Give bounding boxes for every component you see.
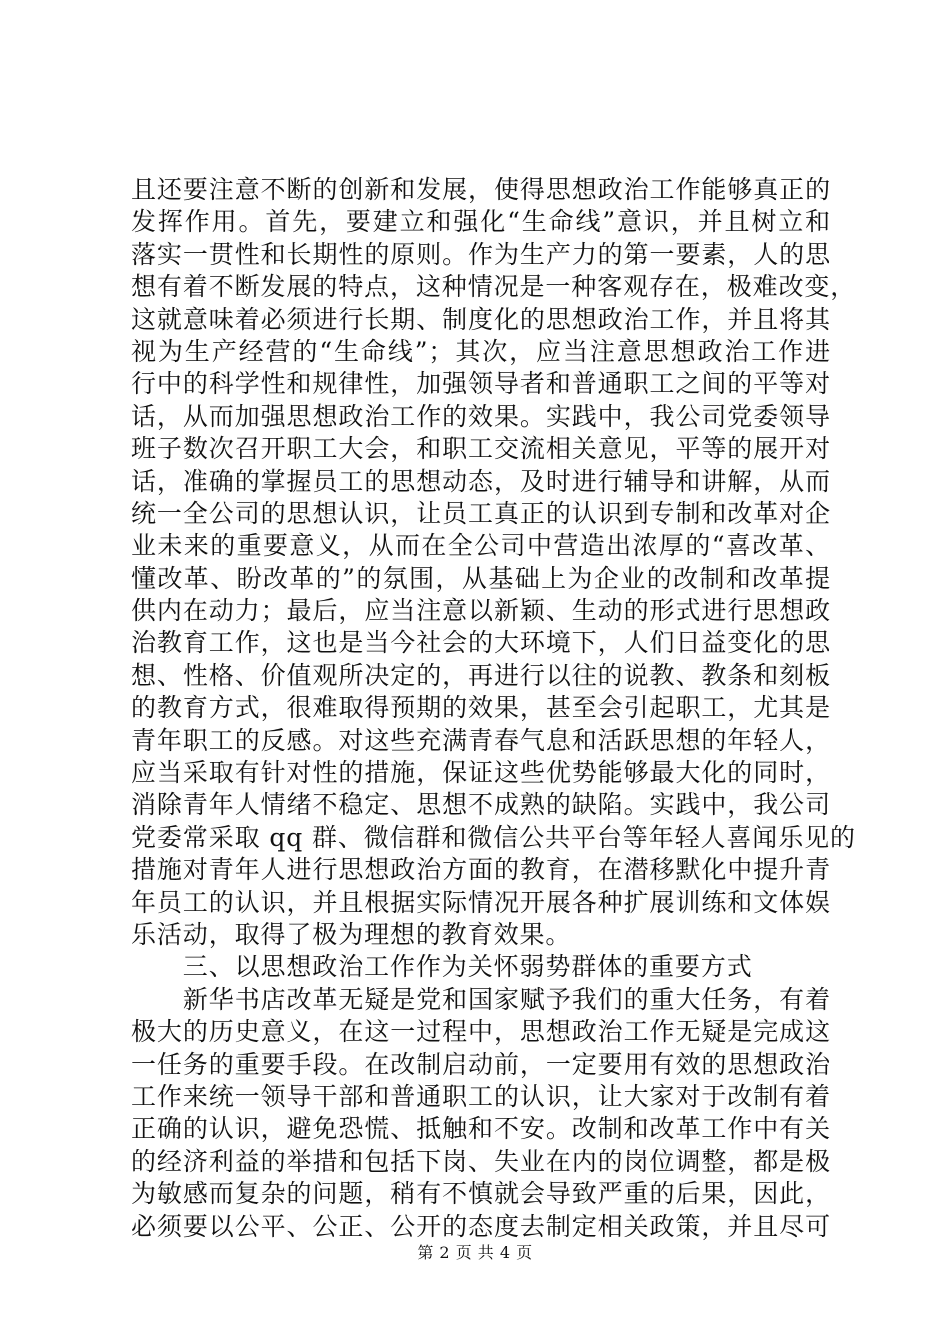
text-line: 懂改革、盼改革的”的氛围，从基础上为企业的改制和改革提 xyxy=(131,563,831,593)
text-line: 为敏感而复杂的问题，稍有不慎就会导致严重的后果，因此， xyxy=(131,1179,831,1209)
text-line: 消除青年人情绪不稳定、思想不成熟的缺陷。实践中，我公司 xyxy=(131,790,831,820)
text-line: 青年职工的反感。对这些充满青春气息和活跃思想的年轻人， xyxy=(131,725,831,755)
text-line: 一任务的重要手段。在改制启动前，一定要用有效的思想政治 xyxy=(131,1049,831,1079)
text-line: 视为生产经营的“生命线”；其次，应当注意思想政治工作进 xyxy=(131,336,831,366)
text-line: 正确的认识，避免恐慌、抵触和不安。改制和改革工作中有关 xyxy=(131,1114,831,1144)
text-line: 三、以思想政治工作作为关怀弱势群体的重要方式 xyxy=(131,952,753,982)
text-line: 工作来统一领导干部和普通职工的认识，让大家对于改制有着 xyxy=(131,1081,831,1111)
text-line: 新华书店改革无疑是党和国家赋予我们的重大任务，有着 xyxy=(131,984,831,1014)
text-line: 想、性格、价值观所决定的，再进行以往的说教、教条和刻板 xyxy=(131,660,831,690)
text-line: 行中的科学性和规律性，加强领导者和普通职工之间的平等对 xyxy=(131,369,831,399)
text-line: 极大的历史意义，在这一过程中，思想政治工作无疑是完成这 xyxy=(131,1017,831,1047)
text-line: 措施对青年人进行思想政治方面的教育，在潜移默化中提升青 xyxy=(131,855,831,885)
text-line: 想有着不断发展的特点，这种情况是一种客观存在，极难改变， xyxy=(131,272,857,302)
text-line: 业未来的重要意义，从而在全公司中营造出浓厚的“喜改革、 xyxy=(131,531,831,561)
text-line: 必须要以公平、公正、公开的态度去制定相关政策，并且尽可 xyxy=(131,1211,831,1241)
text-line: 的经济利益的举措和包括下岗、失业在内的岗位调整，都是极 xyxy=(131,1146,831,1176)
text-line: 统一全公司的思想认识，让员工真正的认识到专制和改革对企 xyxy=(131,498,831,528)
body-text xyxy=(131,174,857,1243)
text-line: 供内在动力；最后，应当注意以新颖、生动的形式进行思想政 xyxy=(131,596,831,626)
text-line: 且还要注意不断的创新和发展，使得思想政治工作能够真正的 xyxy=(131,175,831,204)
text-line: 党委常采取 qq 群、微信群和微信公共平台等年轻人喜闻乐见的 xyxy=(131,822,856,852)
text-line: 话，准确的掌握员工的思想动态，及时进行辅导和讲解，从而 xyxy=(131,466,831,496)
text-line: 的教育方式，很难取得预期的效果，甚至会引起职工，尤其是 xyxy=(131,693,831,723)
page-footer: 第 2 页 共 4 页 xyxy=(417,1243,533,1262)
text-line: 落实一贯性和长期性的原则。作为生产力的第一要素，人的思 xyxy=(131,239,831,269)
text-line: 应当采取有针对性的措施，保证这些优势能够最大化的同时， xyxy=(131,758,831,788)
text-line: 治教育工作，这也是当今社会的大环境下，人们日益变化的思 xyxy=(131,628,831,658)
text-line: 乐活动，取得了极为理想的教育效果。 xyxy=(131,919,572,949)
text-line: 这就意味着必须进行长期、制度化的思想政治工作，并且将其 xyxy=(131,304,831,334)
text-line: 班子数次召开职工大会，和职工交流相关意见，平等的展开对 xyxy=(131,434,831,464)
text-line: 话，从而加强思想政治工作的效果。实践中，我公司党委领导 xyxy=(131,401,831,431)
text-line: 发挥作用。首先，要建立和强化“生命线”意识，并且树立和 xyxy=(131,207,831,237)
text-line: 年员工的认识，并且根据实际情况开展各种扩展训练和文体娱 xyxy=(131,887,831,917)
